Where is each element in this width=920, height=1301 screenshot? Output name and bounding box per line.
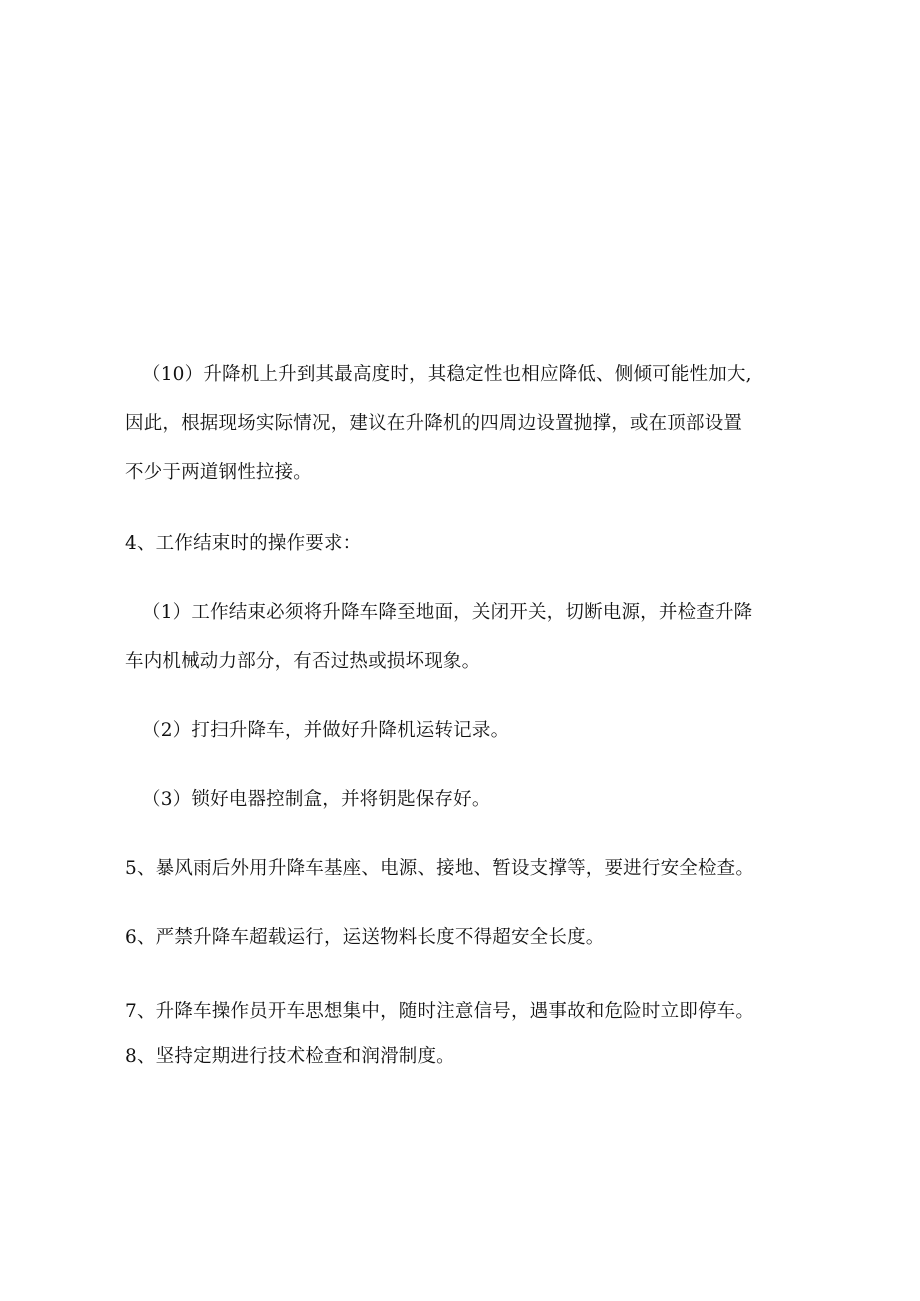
- item-4-1-line-2: 车内机械动力部分，有否过热或损坏现象。: [125, 651, 481, 672]
- section-6: 6、严禁升降车超载运行，运送物料长度不得超安全长度。: [125, 927, 605, 948]
- section-4-heading: 4、工作结束时的操作要求：: [125, 533, 362, 554]
- section-8: 8、坚持定期进行技术检查和润滑制度。: [125, 1046, 455, 1067]
- item-4-2: （2）打扫升降车，并做好升降机运转记录。: [142, 720, 510, 741]
- paragraph-10-line-3: 不少于两道钢性拉接。: [125, 462, 313, 483]
- section-5: 5、暴风雨后外用升降车基座、电源、接地、暂设支撑等，要进行安全检查。: [125, 858, 755, 879]
- item-4-1-line-1: （1）工作结束必须将升降车降至地面，关闭开关，切断电源，并检查升降: [142, 602, 753, 623]
- paragraph-10-line-1: （10）升降机上升到其最高度时，其稳定性也相应降低、侧倾可能性加大,: [142, 364, 752, 385]
- item-4-3: （3）锁好电器控制盒，并将钥匙保存好。: [142, 789, 491, 810]
- section-7: 7、升降车操作员开车思想集中，随时注意信号，遇事故和危险时立即停车。: [125, 1001, 755, 1022]
- paragraph-10-line-2: 因此，根据现场实际情况，建议在升降机的四周边设置抛撑，或在顶部设置: [125, 413, 743, 434]
